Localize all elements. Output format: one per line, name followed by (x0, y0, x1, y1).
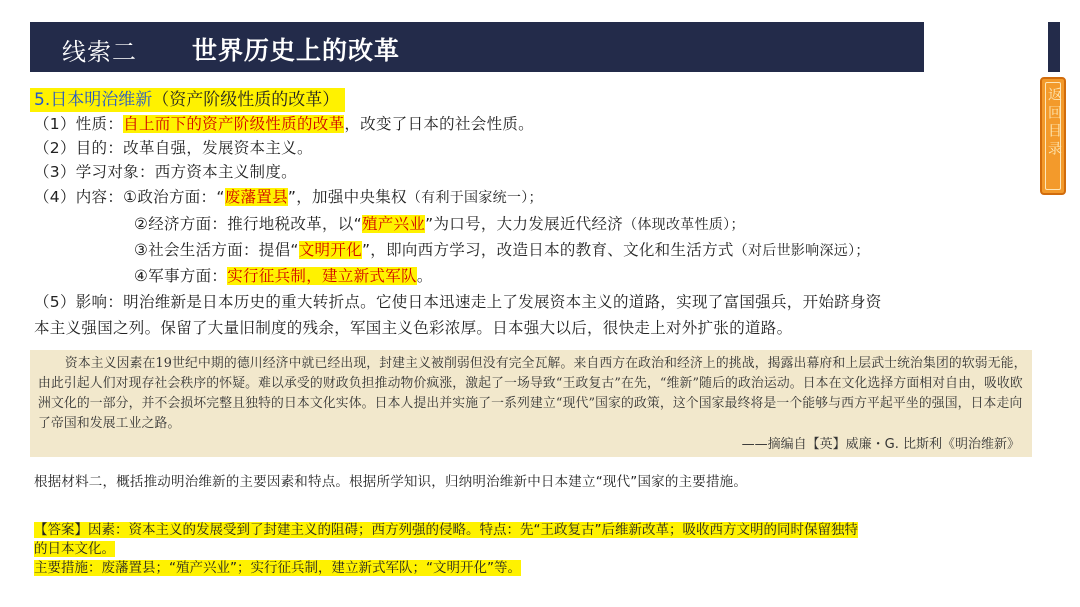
question-text: 根据材料二，概括推动明治维新的主要因素和特点。根据所学知识，归纳明治维新中日本建立“现代”国家的主要措施。 (34, 474, 748, 490)
point-impact-line1: （5）影响：明治维新是日本历史的重大转折点。它使日本迅速走上了发展资本主义的道路，实现了富国强兵，开始跻身资 (34, 293, 882, 311)
highlight-text: 文明开化 (298, 241, 362, 259)
point-learning-object: （3）学习对象：西方资本主义制度。 (34, 163, 297, 181)
point-text: ”，加强中央集权 (287, 188, 407, 206)
highlight-text: 废藩置县 (224, 188, 288, 206)
decorative-bar (1048, 22, 1060, 72)
highlight-text: 殖产兴业 (361, 215, 426, 233)
point-text: 。 (416, 267, 433, 285)
point-nature (34, 112, 534, 136)
point-label: ②经济方面：推行地税改革，以“ (134, 215, 362, 233)
answer-line: 【答案】因素：资本主义的发展受到了封建主义的阻碍；西方列强的侵略。特点：先“王政复古”后维新改革；吸收西方文明的同时保留独特 (34, 522, 858, 538)
section-nature: （资产阶级性质的改革） (152, 90, 340, 110)
point-text: ”，即向西方学习，改造日本的教育、文化和生活方式 (361, 241, 734, 259)
point-note: （对后世影响深远）； (733, 243, 870, 259)
point-label: ④军事方面： (134, 267, 228, 285)
point-impact-line2: 本主义强国之列。保留了大量旧制度的残余，军国主义色彩浓厚。日本强大以后，很快走上对外扩张的道路。 (34, 319, 793, 337)
answer-block (34, 521, 1024, 578)
back-to-contents-button[interactable] (1040, 77, 1066, 195)
point-content-economic (134, 212, 745, 237)
point-note: （体现改革性质）； (623, 217, 745, 233)
material-text: 资本主义因素在19世纪中期的德川经济中就已经出现，封建主义被削弱但没有完全瓦解。来自西方在政治和经济上的挑战，揭露出幕府和上层武士统治集团的软弱无能，由此引起人们对现存社会秩序的怀疑。难以承受的财政负担推动物价疯涨，激起了一场导致“王政复古”在先，“维新”随后的政治运动。日本在文化选择方面相对自由，吸收欧洲文化的一部分，并不会损坏完整且独特的日本文化实体。日本人提出并实施了一系列建立“现代”国家的政策，这个国家最终将是一个能够与西方平起平坐的强国，日本走向了帝国和发展工业之路。 (38, 356, 1027, 431)
answer-measures: 主要措施：废藩置县；“殖产兴业”；实行征兵制，建立新式军队；“文明开化”等。 (34, 560, 521, 576)
point-content-political (34, 185, 543, 210)
section-number-title: 5.日本明治维新 (34, 90, 153, 110)
highlight-text: 自上而下的资产阶级性质的改革 (123, 115, 345, 133)
page-title: 世界历史上的改革 (192, 36, 401, 65)
point-content-social (134, 238, 870, 263)
section-heading (30, 88, 345, 112)
material-box (30, 350, 1032, 457)
point-label: ③社会生活方面：提倡“ (134, 241, 299, 259)
answer-line: 的日本文化。 (34, 541, 115, 557)
point-text: ，改变了日本的社会性质。 (344, 115, 534, 133)
highlight-text: 实行征兵制，建立新式军队 (227, 267, 417, 285)
point-text: ”为口号，大力发展近代经济 (425, 215, 624, 233)
point-purpose: （2）目的：改革自强，发展资本主义。 (34, 139, 313, 157)
point-note: （有利于国家统一）； (406, 190, 543, 206)
material-source: ——摘编自【英】威廉・G. 比斯利《明治维新》 (741, 437, 1020, 452)
back-button-label: 返回目录 (1046, 87, 1062, 159)
point-label: （4）内容：①政治方面：“ (34, 188, 225, 206)
title-bar (30, 22, 924, 72)
point-content-military (134, 264, 433, 288)
point-label: （1）性质： (34, 115, 124, 133)
title-series: 线索二 (62, 38, 137, 66)
